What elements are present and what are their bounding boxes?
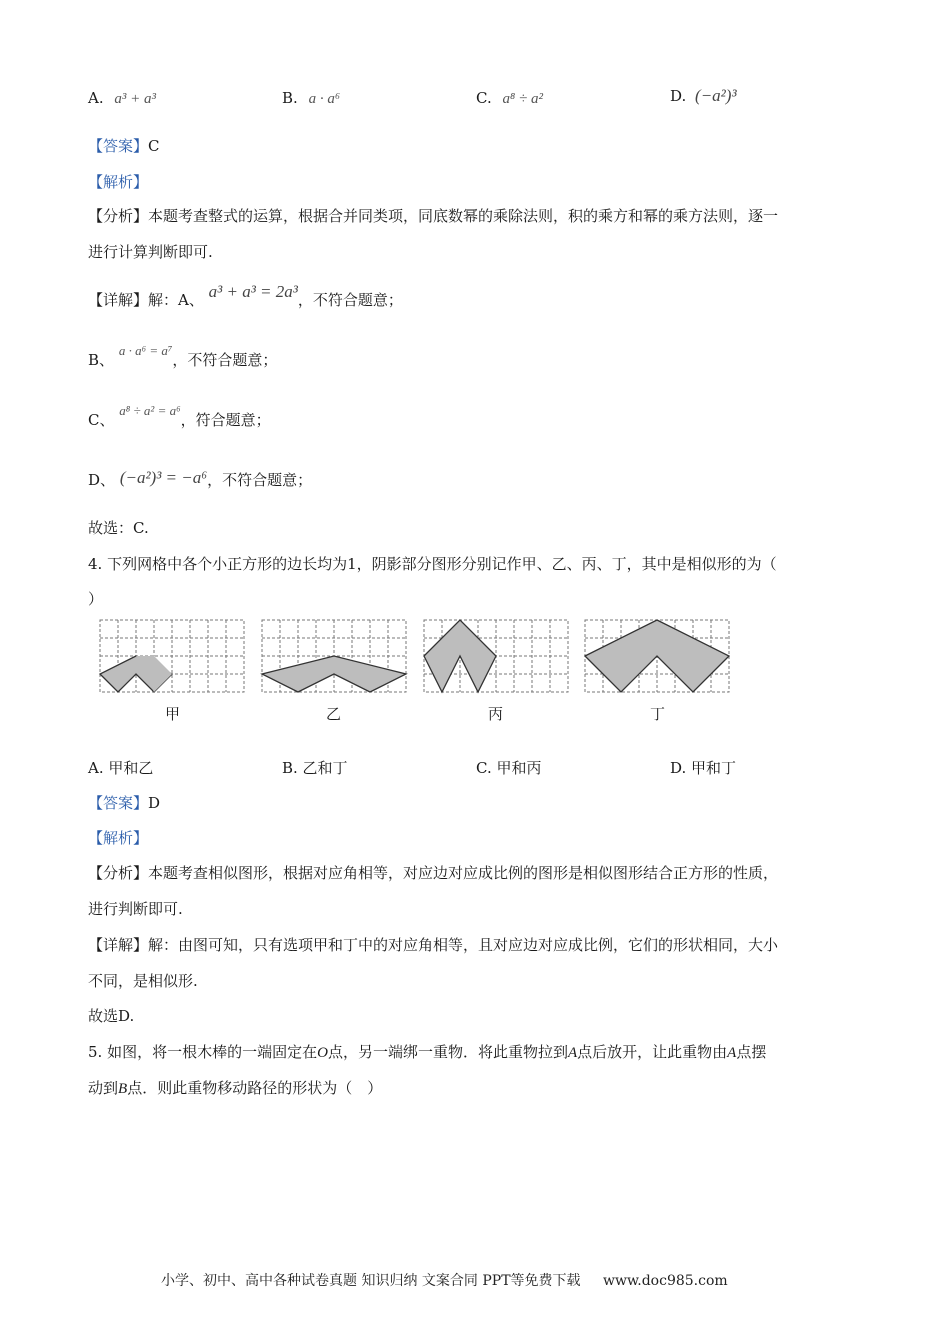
footer-text: 小学、初中、高中各种试卷真题 知识归纳 文案合同 PPT等免费下载	[161, 1273, 581, 1289]
q4-option-b: B. 乙和丁	[282, 759, 348, 777]
detail-b-result: ，不符合题意；	[172, 351, 278, 369]
answer-tag: 【答案】	[88, 794, 149, 812]
q4-analysis-line-1	[88, 863, 778, 883]
q3-option-d	[670, 86, 737, 106]
figure-label-yi: 乙	[326, 705, 342, 723]
q4-option-c: C. 甲和丙	[476, 759, 542, 777]
detail-c-result: ，符合题意；	[180, 411, 271, 429]
q4-analysis-tag: 【解析】	[88, 829, 149, 847]
option-expr: a³ + a³	[114, 91, 157, 107]
answer-value: C	[148, 137, 160, 155]
stem-text: 5. 如图，将一根木棒的一端固定在	[88, 1043, 318, 1061]
stem-text: 点．则此重物移动路径的形状为（ ）	[127, 1079, 383, 1097]
detail-b-expr: a · a⁶ = a⁷	[118, 343, 173, 358]
figure-label-jia: 甲	[165, 705, 181, 723]
detail-text: 解：由图可知，只有选项甲和丁中的对应角相等，且对应边对应成比例，它们的形状相同，大小	[148, 936, 779, 954]
answer-tag: 【答案】	[88, 137, 149, 155]
option-expr: a · a⁶	[308, 91, 341, 107]
detail-d-expr: (−a²)³ = −a⁶	[119, 468, 208, 487]
analysis-label: 【分析】	[88, 864, 149, 882]
q3-conclusion: 故选：C.	[88, 519, 149, 537]
q4-analysis-line-2: 进行判断即可.	[88, 900, 183, 918]
q4-conclusion: 故选D.	[88, 1007, 135, 1025]
q4-stem-line-1: 4. 下列网格中各个小正方形的边长均为1，阴影部分图形分别记作甲、乙、丙、丁，其中是相似形的为（	[88, 555, 777, 573]
footer	[161, 1270, 728, 1290]
stem-text: 点摆	[736, 1043, 767, 1061]
detail-intro: 解：A、	[148, 291, 204, 309]
q3-detail-b	[88, 343, 278, 371]
detail-a-expr: a³ + a³ = 2a³	[208, 282, 298, 301]
q3-option-a	[88, 88, 156, 109]
option-letter: C.	[476, 89, 492, 107]
q3-answer	[88, 136, 160, 156]
stem-text: 点后放开，让此重物由	[577, 1043, 728, 1061]
q3-detail-c	[88, 403, 271, 431]
q3-detail-d	[88, 470, 312, 490]
q3-analysis-tag: 【解析】	[88, 173, 149, 191]
q3-detail-a	[88, 282, 403, 310]
q4-option-a: A. 甲和乙	[88, 759, 154, 777]
q4-answer	[88, 793, 160, 813]
detail-a-result: ，不符合题意；	[297, 291, 403, 309]
point-a: A	[727, 1045, 737, 1061]
detail-d-prefix: D、	[88, 471, 116, 489]
detail-d-result: ，不符合题意；	[207, 471, 313, 489]
q3-option-b	[282, 88, 340, 109]
option-expr: (−a²)³	[695, 86, 737, 105]
analysis-text: 本题考查整式的运算，根据合并同类项，同底数幂的乘除法则，积的乘方和幂的乘方法则，逐一	[148, 207, 779, 225]
option-expr: a⁸ ÷ a²	[502, 91, 543, 107]
answer-value: D	[148, 794, 161, 812]
q4-option-d: D. 甲和丁	[670, 759, 737, 777]
analysis-text: 本题考查相似图形，根据对应角相等，对应边对应成比例的图形是相似图形结合正方形的性质，	[148, 864, 779, 882]
q4-stem-line-2: ）	[88, 590, 104, 608]
q5-stem-line-2	[88, 1078, 382, 1099]
q3-analysis-line-1	[88, 206, 778, 226]
q3-analysis-line-2: 进行计算判断即可.	[88, 243, 213, 261]
q5-stem-line-1	[88, 1042, 766, 1063]
q4-detail-line-1	[88, 935, 778, 955]
point-a: A	[567, 1045, 578, 1061]
q3-option-c	[476, 88, 543, 109]
detail-c-expr: a⁸ ÷ a² = a⁶	[119, 403, 181, 418]
figure-label-ding: 丁	[650, 705, 666, 723]
detail-b-prefix: B、	[88, 351, 115, 369]
q4-detail-line-2: 不同，是相似形.	[88, 972, 198, 990]
detail-label: 【详解】	[88, 936, 149, 954]
point-o: O	[317, 1045, 328, 1061]
stem-text: 动到	[88, 1079, 119, 1097]
detail-label: 【详解】	[88, 291, 149, 309]
q4-grid-figures	[95, 615, 740, 725]
analysis-label: 【分析】	[88, 207, 149, 225]
option-letter: B.	[282, 89, 298, 107]
footer-url[interactable]: www.doc985.com	[602, 1273, 728, 1289]
stem-text: 点，另一端绑一重物．将此重物拉到	[327, 1043, 568, 1061]
option-letter: D.	[670, 87, 687, 105]
point-b: B	[118, 1081, 128, 1097]
detail-c-prefix: C、	[88, 411, 115, 429]
figure-label-bing: 丙	[488, 705, 504, 723]
option-letter: A.	[88, 89, 104, 107]
